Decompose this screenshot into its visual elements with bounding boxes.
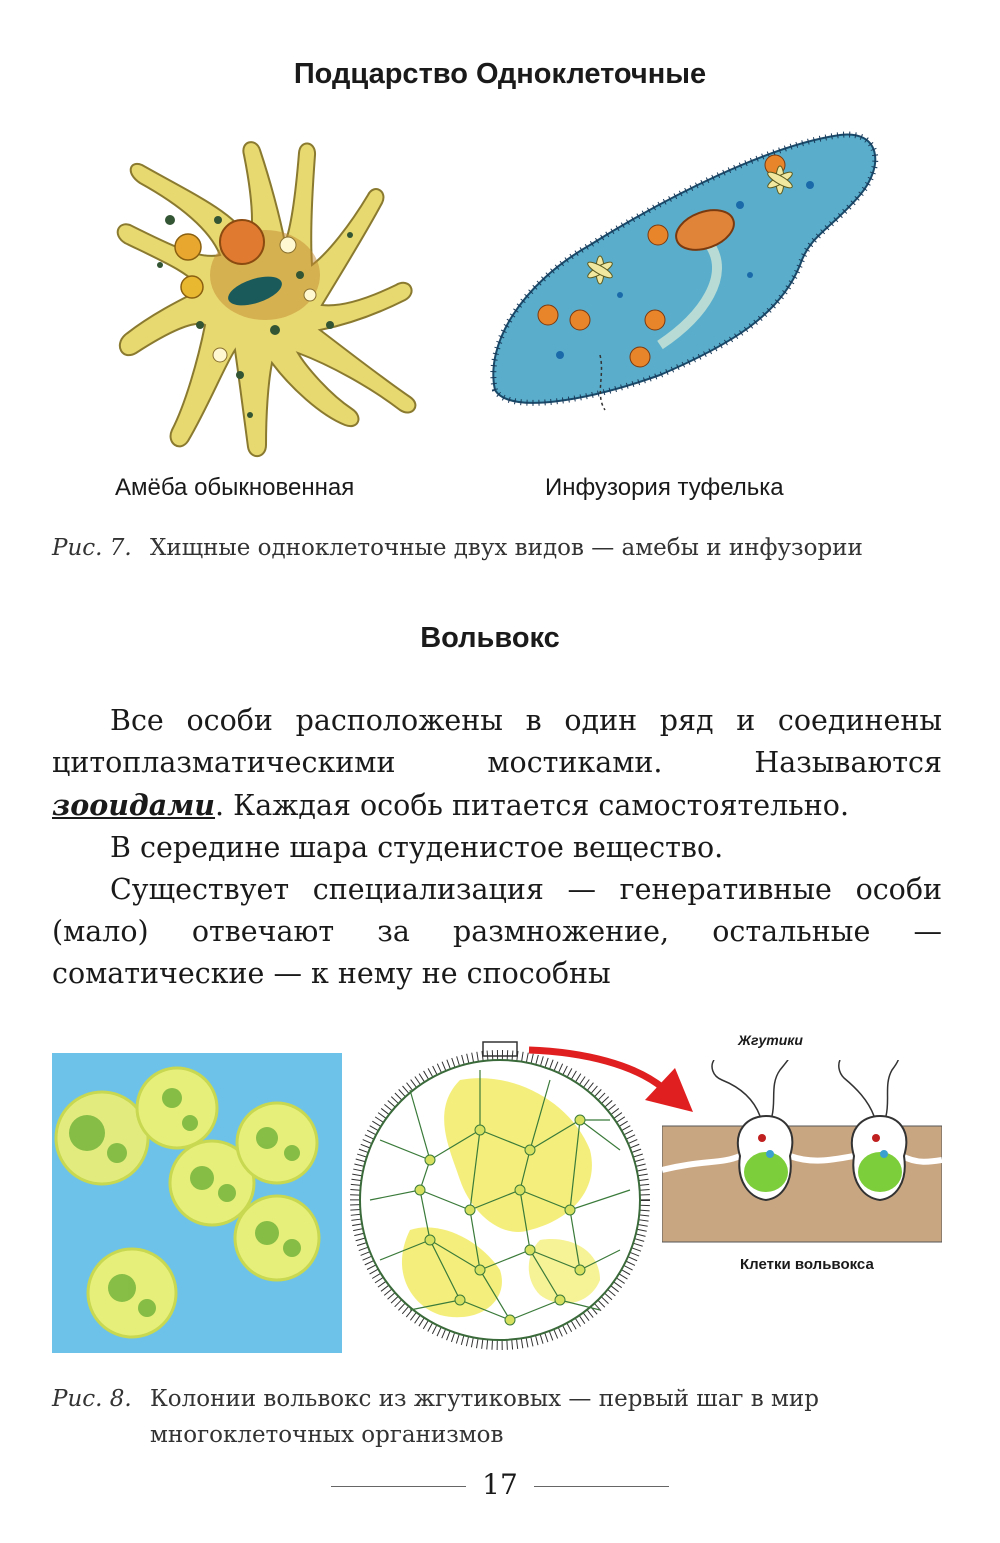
amoeba-illustration	[100, 125, 430, 460]
section-title: Подцарство Одноклеточные	[293, 58, 707, 90]
figure-number: Рис. 8.	[52, 1386, 132, 1412]
paramecium-label: Инфузория туфелька	[545, 474, 784, 501]
volvox-cells-label: Клетки вольвокса	[740, 1256, 874, 1273]
divider	[331, 1486, 466, 1487]
paramecium-illustration	[480, 125, 890, 420]
figure-number: Рис. 7.	[52, 535, 132, 561]
paragraph: В середине шара студенистое вещество.	[110, 831, 724, 864]
volvox-cells-diagram	[662, 1060, 942, 1245]
divider	[534, 1486, 669, 1487]
paragraph: Все особи расположены в один ряд и соединены цитоплазматическими мостиками. Называются зооидами. Каждая особь питается самостоятельно.	[52, 704, 942, 822]
page-number-value: 17	[482, 1468, 518, 1501]
volvox-colony-photo	[52, 1053, 342, 1353]
figure-caption-text: Колонии вольвокс из жгутиковых — первый шаг в мир	[150, 1386, 819, 1412]
body-text	[52, 700, 942, 995]
figure-caption-text: Хищные одноклеточные двух видов — амебы и инфузории	[150, 535, 863, 561]
amoeba-label: Амёба обыкновенная	[115, 474, 355, 501]
paragraph: Существует специализация — генеративные особи (мало) отвечают за размножение, остальные — соматические — к нему не способны	[52, 873, 942, 990]
page-number	[0, 1468, 1000, 1501]
figure-7-caption	[52, 530, 863, 566]
figure-caption-text: многоклеточных организмов	[150, 1422, 504, 1448]
term-zooids: зооидами	[52, 788, 216, 822]
figure-8-caption	[52, 1381, 819, 1453]
flagella-label: Жгутики	[738, 1032, 803, 1048]
section-title: Вольвокс	[420, 622, 560, 654]
